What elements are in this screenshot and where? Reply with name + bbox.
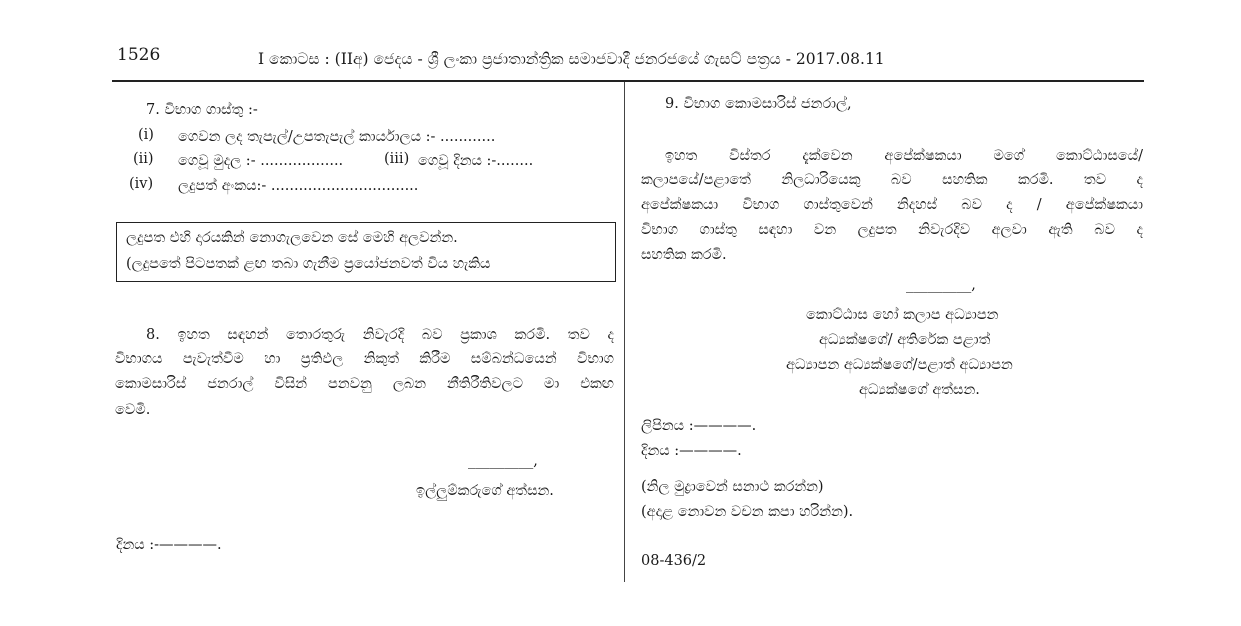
item-iii-number: (iii)	[384, 151, 410, 167]
section-8-line-2: විභාගය පැවැත්වීම හා ප්‍රතිඵල නිකුත් කිරීම සම්බන්ධයෙන් විභාග	[115, 351, 614, 367]
address-field: ලිපිනය :————.	[641, 418, 757, 434]
item-ii-text: ගෙවූ මුදල :- ..................	[178, 153, 344, 169]
officer-signature-label-2: අධ්‍යක්ෂගේ/ අතිරේක පළාත්	[819, 332, 991, 348]
applicant-signature-line: _________,	[468, 453, 538, 469]
receipt-box-line-1: ලදුපත එහි දාරයකින් නොගැලවෙන සේ මෙහි අලවන්න.	[126, 230, 458, 246]
reference-number: 08-436/2	[641, 553, 707, 569]
certification-line-2: කලාපයේ/පළාතේ නිලධාරියෙකු බව සහතික කරමි. තව ද	[641, 172, 1143, 188]
item-iv-text: ලදුපත් අංකය:- ................................	[178, 178, 419, 194]
certification-line-4: විභාග ගාස්තු සඳහා වන ලදුපත නිවැරදිව අලවා ඇති බව ද	[641, 222, 1143, 238]
section-8-line-4: වෙමි.	[115, 402, 151, 418]
item-i-text: ගෙවන ලද තැපැල්/උපතැපැල් කාර්යාලය :- ............	[178, 129, 496, 145]
section-8-line-1: 8. ඉහත සඳහන් තොරතුරු නිවැරදි බව ප්‍රකාශ කරමි. තව ද	[146, 327, 614, 343]
item-iii-text: ගෙවූ දිනය :-........	[418, 153, 534, 169]
item-i-number: (i)	[138, 127, 154, 143]
right-date-field: දිනය :————.	[641, 443, 742, 459]
gazette-header-title: I කොටස : (IIඅ) ජෙදය - ශ්‍රී ලංකා ප්‍රජාතාන්ත්‍රික සමාජවාදී ජනරජයේ ගැසට් පත්‍රය - 2017.08.11	[258, 50, 885, 68]
left-date-field: දිනය :-————.	[116, 537, 222, 553]
strike-note: (අදාළ නොවන වචන කපා හරින්න).	[641, 504, 854, 520]
seal-note: (නිල මුද්‍රාවෙන් සනාථ කරන්න)	[641, 479, 824, 495]
item-iv-number: (iv)	[129, 176, 154, 192]
certification-line-3: අපේක්ෂකයා විභාග ගාස්තුවෙන් නිදහස් බව ද / අපේක්ෂකයා	[641, 197, 1143, 213]
certification-line-1: ඉහත විස්තර දැක්වෙන අපේක්ෂකයා මගේ කොට්ඨාසයේ/	[665, 148, 1143, 164]
item-ii-number: (ii)	[133, 151, 154, 167]
applicant-signature-label: ඉල්ලුම්කරුගේ අත්සන.	[416, 483, 554, 499]
officer-signature-line: _________,	[906, 277, 976, 293]
section-8-line-3: කොමසාරිස් ජනරාල් විසින් පනවනු ලබන නීතිරීතිවලට මා එකඟ	[115, 376, 614, 392]
certification-line-5: සහතික කරමි.	[641, 247, 727, 263]
section-7-heading: 7. විභාග ගාස්තු :-	[146, 102, 258, 118]
header-rule	[112, 80, 1144, 82]
officer-signature-label-1: කොට්ඨාස හෝ කලාප අධ්‍යාපන	[806, 307, 999, 323]
page-number: 1526	[117, 45, 161, 65]
column-divider	[624, 82, 625, 582]
receipt-box-line-2: (ලදුපතේ පිටපතක් ළඟ තබා ගැනීම ප්‍රයෝජනවත් විය හැකිය	[126, 256, 491, 272]
officer-signature-label-4: අධ්‍යක්ෂගේ අත්සන.	[859, 382, 980, 398]
section-9-heading: 9. විභාග කොමසාරිස් ජනරාල්,	[665, 96, 852, 112]
officer-signature-label-3: අධ්‍යාපන අධ්‍යක්ෂගේ/පළාත් අධ්‍යාපන	[786, 357, 1013, 373]
